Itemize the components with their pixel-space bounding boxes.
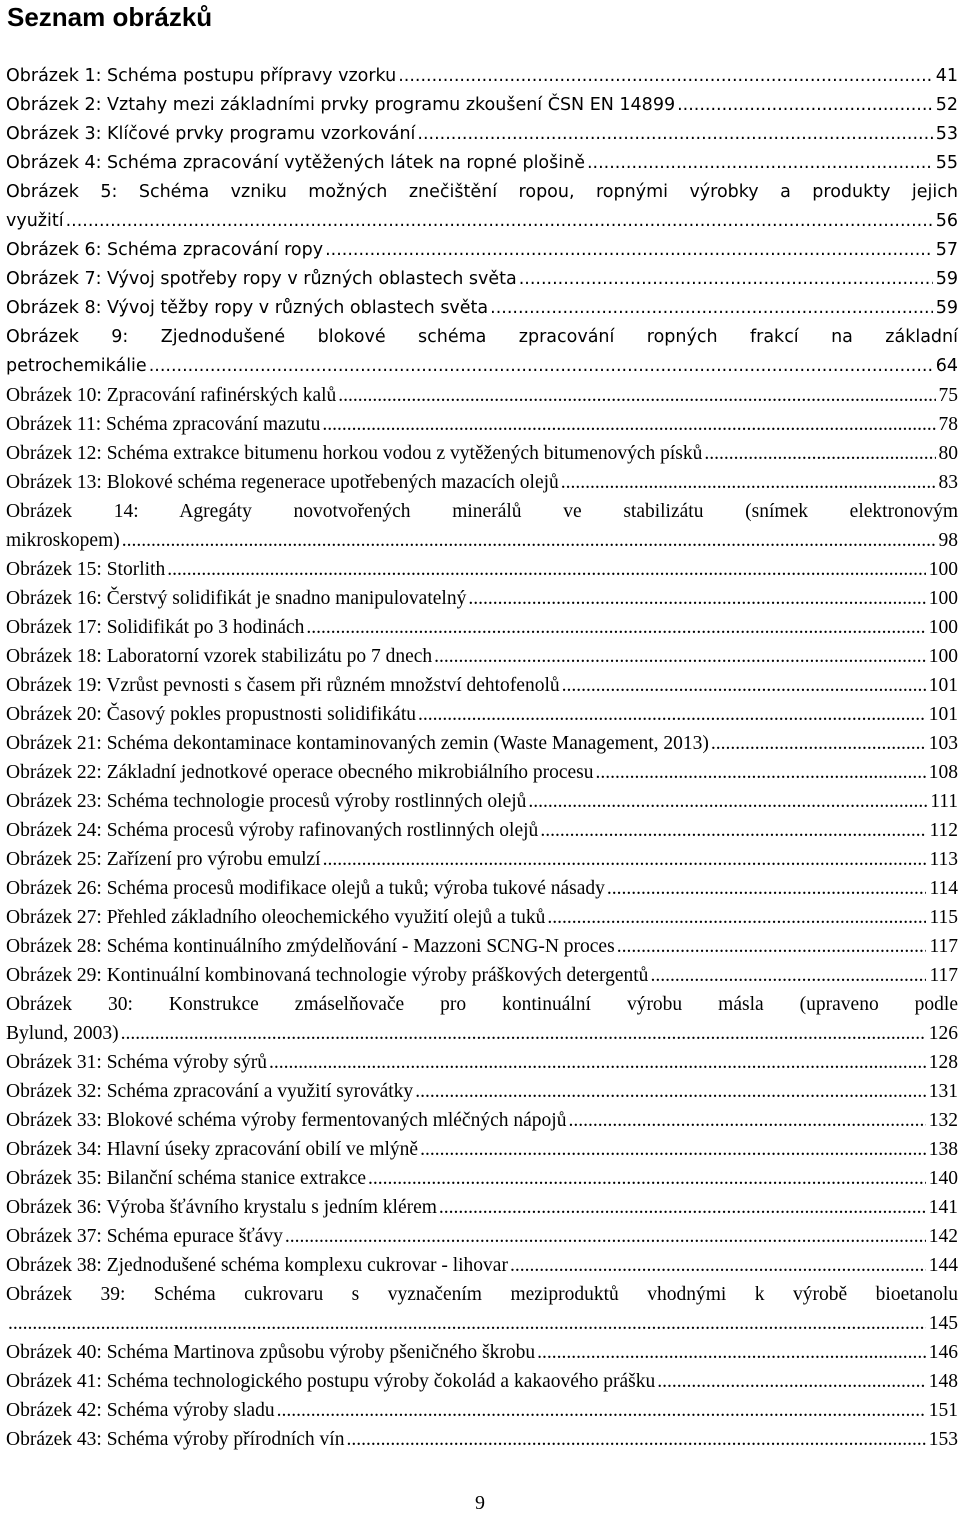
figure-entry-page-number: 153 xyxy=(928,1429,958,1450)
figure-entry[interactable] xyxy=(6,497,958,555)
dot-leader xyxy=(415,120,932,149)
figure-entry-page-number: 113 xyxy=(929,849,958,870)
figure-entry-page-number: 114 xyxy=(929,878,958,899)
figure-entry-row xyxy=(6,1396,958,1425)
figure-entry-title: Obrázek 23: Schéma technologie procesů výroby rostlinných olejů xyxy=(6,791,527,812)
figure-entry[interactable] xyxy=(6,671,958,700)
figure-entry-page-number: 100 xyxy=(928,559,958,580)
figure-entry-page-number: 148 xyxy=(928,1371,958,1392)
figure-entry-page-number: 41 xyxy=(935,66,958,86)
dot-leader xyxy=(508,1251,926,1280)
figure-entry-row xyxy=(6,613,958,642)
figure-entry-row xyxy=(6,642,958,671)
figure-entry-row xyxy=(6,1251,958,1280)
figure-entry-page-number: 80 xyxy=(938,443,958,464)
figure-entry-title: Obrázek 12: Schéma extrakce bitumenu horkou vodou z vytěžených bitumenových písků xyxy=(6,443,703,464)
figure-entry[interactable] xyxy=(6,439,958,468)
figure-entry[interactable] xyxy=(6,323,958,381)
figure-entry-row xyxy=(6,1048,958,1077)
dot-leader xyxy=(560,671,926,700)
figure-entry-page-number: 132 xyxy=(928,1110,958,1131)
figure-entry-title: Obrázek 26: Schéma procesů modifikace olejů a tuků; výroba tukové násady xyxy=(6,878,605,899)
figure-entry-row xyxy=(6,874,958,903)
figure-entry-page-number: 59 xyxy=(935,269,958,289)
dot-leader xyxy=(538,816,926,845)
figure-entry-page-number: 111 xyxy=(930,791,958,812)
figure-entry-row xyxy=(6,526,958,555)
dot-leader xyxy=(64,207,933,236)
figure-entry[interactable] xyxy=(6,1338,958,1367)
figure-entry-title: Obrázek 25: Zařízení pro výrobu emulzí xyxy=(6,849,321,870)
figure-entry-page-number: 112 xyxy=(929,820,958,841)
dot-leader xyxy=(267,1048,926,1077)
figure-entry-row xyxy=(6,816,958,845)
figure-entry-page-number: 108 xyxy=(928,762,958,783)
figure-entry[interactable] xyxy=(6,1396,958,1425)
dot-leader xyxy=(585,149,933,178)
figure-entry-title: Obrázek 40: Schéma Martinova způsobu výroby pšeničného škrobu xyxy=(6,1342,536,1363)
figure-entry[interactable] xyxy=(6,265,958,294)
dot-leader xyxy=(615,932,927,961)
dot-leader xyxy=(605,874,927,903)
figure-entry-title: Obrázek 37: Schéma epurace šťávy xyxy=(6,1226,283,1247)
dot-leader xyxy=(437,1193,926,1222)
dot-leader xyxy=(147,352,933,381)
figure-entry-title: Obrázek 31: Schéma výroby sýrů xyxy=(6,1052,268,1073)
figure-entry-row xyxy=(6,1193,958,1222)
figure-entry[interactable] xyxy=(6,381,958,410)
figure-entry-title-first-line: Obrázek 30: Konstrukce zmáselňovače pro kontinuální výrobu másla (upraveno podle xyxy=(6,994,958,1015)
dot-leader xyxy=(416,700,926,729)
figure-entry[interactable] xyxy=(6,613,958,642)
dot-leader xyxy=(413,1077,926,1106)
figure-entry-page-number: 140 xyxy=(928,1168,958,1189)
figure-entry[interactable] xyxy=(6,1164,958,1193)
figure-entry-page-number: 56 xyxy=(935,211,958,231)
figure-entry-row xyxy=(6,236,958,265)
figure-entry-page-number: 103 xyxy=(928,733,958,754)
dot-leader xyxy=(535,1338,926,1367)
figure-entry[interactable] xyxy=(6,816,958,845)
figure-entry-title: mikroskopem) xyxy=(6,530,120,551)
figure-entry-page-number: 144 xyxy=(928,1255,958,1276)
figure-entry-page-number: 100 xyxy=(928,588,958,609)
figure-entry-page-number: 53 xyxy=(935,124,958,144)
figure-entry[interactable] xyxy=(6,729,958,758)
figure-entry-page-number: 100 xyxy=(928,646,958,667)
dot-leader xyxy=(648,961,926,990)
figure-entry-page-number: 142 xyxy=(928,1226,958,1247)
figure-entry-row xyxy=(6,62,958,91)
dot-leader xyxy=(323,236,933,265)
figure-entry[interactable] xyxy=(6,642,958,671)
figure-entry-row xyxy=(6,1106,958,1135)
dot-leader xyxy=(165,555,926,584)
figure-entry-page-number: 64 xyxy=(935,356,958,376)
figure-entry-title: Obrázek 13: Blokové schéma regenerace upotřebených mazacích olejů xyxy=(6,472,559,493)
figure-entry-title: Obrázek 41: Schéma technologického postupu výroby čokolád a kakaového prášku xyxy=(6,1371,656,1392)
figure-entry-title: Obrázek 16: Čerstvý solidifikát je snadno manipulovatelný xyxy=(6,588,467,609)
figure-entry-page-number: 100 xyxy=(928,617,958,638)
figure-entry-row xyxy=(6,352,958,381)
dot-leader xyxy=(6,1309,926,1338)
figure-entry[interactable] xyxy=(6,236,958,265)
dot-leader xyxy=(655,1367,925,1396)
figure-entry-title: petrochemikálie xyxy=(6,356,147,376)
figure-entry[interactable] xyxy=(6,1425,958,1454)
dot-leader xyxy=(336,381,935,410)
figure-entry[interactable] xyxy=(6,700,958,729)
figure-entry-page-number: 138 xyxy=(928,1139,958,1160)
figure-entry-title: Obrázek 34: Hlavní úseky zpracování obilí ve mlýně xyxy=(6,1139,419,1160)
figure-entry[interactable] xyxy=(6,932,958,961)
dot-leader xyxy=(709,729,926,758)
figure-entry-title: Obrázek 4: Schéma zpracování vytěžených látek na ropné plošině xyxy=(6,153,585,173)
figure-entry[interactable] xyxy=(6,91,958,120)
dot-leader xyxy=(526,787,927,816)
dot-leader xyxy=(432,642,926,671)
figure-list xyxy=(6,62,958,1454)
figure-entry-row xyxy=(6,439,958,468)
figure-entry[interactable] xyxy=(6,845,958,874)
figure-entry[interactable] xyxy=(6,1251,958,1280)
figure-entry-row xyxy=(6,1338,958,1367)
figure-entry-page-number: 52 xyxy=(935,95,958,115)
figure-entry-row xyxy=(6,700,958,729)
figure-entry[interactable] xyxy=(6,758,958,787)
figure-entry-title: Obrázek 33: Blokové schéma výroby fermentovaných mléčných nápojů xyxy=(6,1110,567,1131)
figure-entry-row xyxy=(6,787,958,816)
figure-entry-page-number: 78 xyxy=(938,414,958,435)
figure-entry-title: Obrázek 29: Kontinuální kombinovaná technologie výroby práškových detergentů xyxy=(6,965,649,986)
dot-leader xyxy=(275,1396,926,1425)
dot-leader xyxy=(304,613,925,642)
figure-entry[interactable] xyxy=(6,410,958,439)
figure-entry-row xyxy=(6,932,958,961)
figure-entry-page-number: 59 xyxy=(935,298,958,318)
figure-entry-page-number: 141 xyxy=(928,1197,958,1218)
figure-entry-title: Obrázek 28: Schéma kontinuálního zmýdelňování - Mazzoni SCNG-N proces xyxy=(6,936,615,957)
dot-leader xyxy=(320,410,935,439)
figure-entry-page-number: 131 xyxy=(928,1081,958,1102)
figure-entry-page-number: 126 xyxy=(928,1023,958,1044)
figure-entry[interactable] xyxy=(6,903,958,932)
figure-entry-row xyxy=(6,845,958,874)
figure-entry[interactable] xyxy=(6,990,958,1048)
figure-entry-page-number: 117 xyxy=(929,936,958,957)
dot-leader xyxy=(517,265,933,294)
figure-entry-row xyxy=(6,468,958,497)
figure-entry[interactable] xyxy=(6,62,958,91)
figure-entry[interactable] xyxy=(6,1367,958,1396)
figure-entry-row xyxy=(6,903,958,932)
figure-entry-page-number: 145 xyxy=(928,1313,958,1334)
figure-entry[interactable] xyxy=(6,120,958,149)
figure-entry-row xyxy=(6,120,958,149)
figure-entry[interactable] xyxy=(6,787,958,816)
figure-entry[interactable] xyxy=(6,961,958,990)
figure-entry-row xyxy=(6,294,958,323)
figure-entry[interactable] xyxy=(6,1135,958,1164)
page-number: 9 xyxy=(475,1492,485,1514)
figure-entry-title: Obrázek 6: Schéma zpracování ropy xyxy=(6,240,324,260)
figure-entry-title: Obrázek 32: Schéma zpracování a využití syrovátky xyxy=(6,1081,414,1102)
figure-entry-row xyxy=(6,410,958,439)
figure-entry-page-number: 115 xyxy=(929,907,958,928)
figure-entry[interactable] xyxy=(6,555,958,584)
figure-entry-row xyxy=(6,265,958,294)
figure-entry-row xyxy=(6,1222,958,1251)
figure-entry-title-first-line: Obrázek 5: Schéma vzniku možných znečištění ropou, ropnými výrobky a produkty jejich xyxy=(6,182,958,202)
dot-leader xyxy=(675,91,933,120)
figure-entry-title: Obrázek 22: Základní jednotkové operace obecného mikrobiálního procesu xyxy=(6,762,594,783)
figure-entry[interactable] xyxy=(6,1077,958,1106)
figure-entry-row xyxy=(6,555,958,584)
figure-entry-row xyxy=(6,729,958,758)
figure-entry[interactable] xyxy=(6,1222,958,1251)
figure-entry-title: Obrázek 21: Schéma dekontaminace kontaminovaných zemin (Waste Management, 2013) xyxy=(6,733,709,754)
figure-entry-title: Obrázek 1: Schéma postupu přípravy vzorku xyxy=(6,66,397,86)
figure-entry[interactable] xyxy=(6,584,958,613)
figure-entry-row xyxy=(6,1309,958,1338)
figure-entry-title-first-line: Obrázek 39: Schéma cukrovaru s vyznačením meziproduktů vhodnými k výrobě bioetanolu xyxy=(6,1284,958,1305)
figure-entry-title: Obrázek 3: Klíčové prvky programu vzorkování xyxy=(6,124,416,144)
figure-entry-row xyxy=(6,381,958,410)
figure-entry-page-number: 101 xyxy=(928,704,958,725)
figure-entry-title-first-line: Obrázek 9: Zjednodušené blokové schéma zpracování ropných frakcí na základní xyxy=(6,327,958,347)
figure-entry-row xyxy=(6,1164,958,1193)
figure-entry-title-first-line: Obrázek 14: Agregáty novotvořených minerálů ve stabilizátu (snímek elektronovým xyxy=(6,501,958,522)
figure-entry-title: Obrázek 20: Časový pokles propustnosti solidifikátu xyxy=(6,704,416,725)
figure-entry-page-number: 55 xyxy=(935,153,958,173)
figure-entry[interactable] xyxy=(6,149,958,178)
dot-leader xyxy=(566,1106,925,1135)
figure-entry-page-number: 151 xyxy=(928,1400,958,1421)
figure-entry-page-number: 128 xyxy=(928,1052,958,1073)
figure-entry-title: Obrázek 43: Schéma výroby přírodních vín xyxy=(6,1429,345,1450)
figure-entry-row xyxy=(6,1135,958,1164)
figure-entry-row xyxy=(6,584,958,613)
dot-leader xyxy=(366,1164,926,1193)
figure-entry-page-number: 75 xyxy=(938,385,958,406)
dot-leader xyxy=(466,584,925,613)
figure-entry-title: Obrázek 18: Laboratorní vzorek stabilizátu po 7 dnech xyxy=(6,646,433,667)
figure-entry-title: Obrázek 35: Bilanční schéma stanice extrakce xyxy=(6,1168,367,1189)
figure-entry-row xyxy=(6,207,958,236)
figure-entry-row xyxy=(6,149,958,178)
figure-entry-title: Obrázek 7: Vývoj spotřeby ropy v různých oblastech světa xyxy=(6,269,517,289)
figure-entry[interactable] xyxy=(6,294,958,323)
dot-leader xyxy=(119,1019,926,1048)
figure-entry-page-number: 98 xyxy=(938,530,958,551)
figure-entry-title: Obrázek 2: Vztahy mezi základními prvky programu zkoušení ČSN EN 14899 xyxy=(6,95,676,115)
figure-entry-title: Obrázek 17: Solidifikát po 3 hodinách xyxy=(6,617,305,638)
figure-entry-page-number: 101 xyxy=(928,675,958,696)
figure-entry-title: Obrázek 24: Schéma procesů výroby rafinovaných rostlinných olejů xyxy=(6,820,539,841)
figure-entry-title: Bylund, 2003) xyxy=(6,1023,119,1044)
figure-entry-title: Obrázek 27: Přehled základního oleochemického využití olejů a tuků xyxy=(6,907,546,928)
dot-leader xyxy=(594,758,926,787)
figure-entry-title: Obrázek 8: Vývoj těžby ropy v různých oblastech světa xyxy=(6,298,489,318)
figure-entry[interactable] xyxy=(6,1048,958,1077)
dot-leader xyxy=(321,845,927,874)
figure-entry-title: Obrázek 42: Schéma výroby sladu xyxy=(6,1400,275,1421)
figure-entry-title: Obrázek 10: Zpracování rafinérských kalů xyxy=(6,385,337,406)
figure-entry[interactable] xyxy=(6,178,958,236)
figure-entry-row xyxy=(6,1019,958,1048)
figure-entry-row xyxy=(6,1077,958,1106)
figure-entry[interactable] xyxy=(6,1106,958,1135)
figure-entry-row xyxy=(6,1425,958,1454)
dot-leader xyxy=(344,1425,925,1454)
figure-entry-title: Obrázek 15: Storlith xyxy=(6,559,166,580)
dot-leader xyxy=(545,903,926,932)
figure-entry-title: využití xyxy=(6,211,64,231)
dot-leader xyxy=(283,1222,926,1251)
dot-leader xyxy=(120,526,936,555)
figure-entry-title: Obrázek 36: Výroba šťávního krystalu s jedním klérem xyxy=(6,1197,437,1218)
figure-entry-title: Obrázek 11: Schéma zpracování mazutu xyxy=(6,414,321,435)
figure-entry-page-number: 146 xyxy=(928,1342,958,1363)
list-of-figures-heading: Seznam obrázků xyxy=(7,2,213,32)
dot-leader xyxy=(418,1135,926,1164)
dot-leader xyxy=(396,62,933,91)
figure-entry-page-number: 83 xyxy=(938,472,958,493)
figure-entry-title: Obrázek 19: Vzrůst pevnosti s časem při různém množství dehtofenolů xyxy=(6,675,560,696)
figure-entry[interactable] xyxy=(6,1280,958,1338)
figure-entry-title: Obrázek 38: Zjednodušené schéma komplexu cukrovar - lihovar xyxy=(6,1255,508,1276)
figure-entry-row xyxy=(6,671,958,700)
figure-entry-page-number: 117 xyxy=(929,965,958,986)
dot-leader xyxy=(702,439,935,468)
figure-entry[interactable] xyxy=(6,468,958,497)
figure-entry-row xyxy=(6,758,958,787)
figure-entry[interactable] xyxy=(6,874,958,903)
dot-leader xyxy=(559,468,936,497)
figure-entry-row xyxy=(6,91,958,120)
figure-entry-row xyxy=(6,961,958,990)
figure-entry-row xyxy=(6,1367,958,1396)
figure-entry[interactable] xyxy=(6,1193,958,1222)
dot-leader xyxy=(488,294,933,323)
figure-entry-page-number: 57 xyxy=(935,240,958,260)
